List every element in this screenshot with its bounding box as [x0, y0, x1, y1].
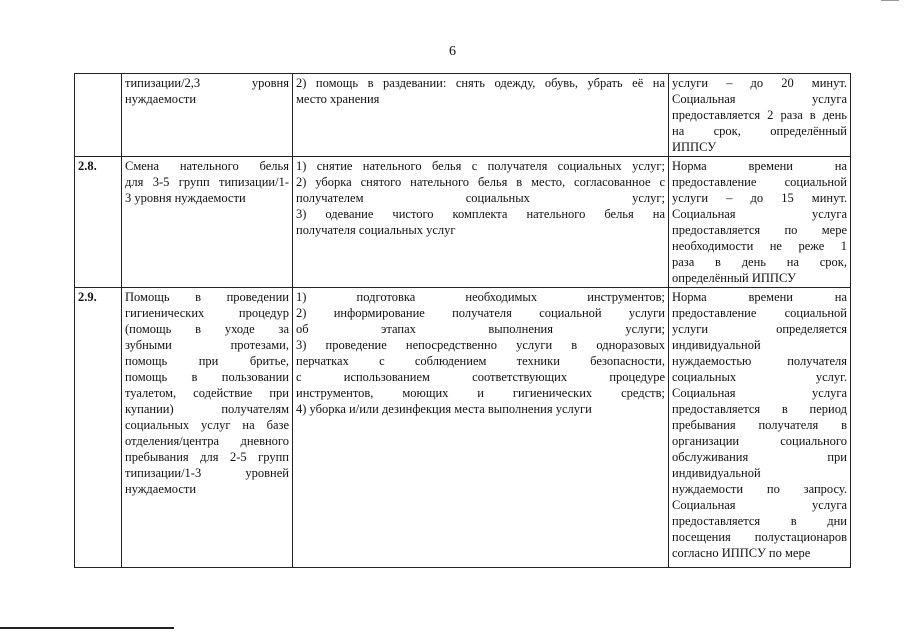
cell-text-line: пребывания для 2-5 групп	[125, 450, 289, 464]
cell-text-line: 3) проведение непосредственно услуги в одноразовых	[296, 338, 665, 352]
cell-text-line: индивидуальной	[672, 338, 761, 352]
cell-text-line: типизации/2,3 уровня	[125, 76, 289, 90]
cell-text-line: нуждаемости	[125, 92, 197, 106]
cell-text-line: 2) информирование получателя социальной услуги	[296, 306, 665, 320]
service-content-cell	[293, 288, 669, 568]
footnote-separator	[0, 627, 174, 629]
cell-text-line: организации социального	[672, 434, 847, 448]
cell-text-line: инструментов, моющих и гигиенических средств;	[296, 386, 665, 400]
cell-text-line: услуги – до 15 минут.	[672, 191, 847, 205]
service-content-cell	[293, 157, 669, 288]
table-row	[75, 288, 851, 568]
cell-text-line: раза в день на срок,	[672, 255, 847, 269]
cell-text-line: предоставляется по мере	[672, 223, 847, 237]
service-name-cell	[122, 288, 293, 568]
cell-text-line: предоставление социальной	[672, 175, 847, 189]
row-number: 2.8.	[75, 157, 122, 288]
cell-text-line: 1) снятие нательного белья с получателя социальных услуг;	[296, 159, 665, 173]
cell-text-line: место хранения	[296, 92, 380, 106]
cell-text-line: Норма времени на	[672, 159, 847, 173]
page-number: 6	[449, 44, 456, 59]
cell-text-line: для 3-5 групп типизации/1-	[125, 175, 289, 189]
table-row	[75, 157, 851, 288]
cell-text-line: Социальная услуга	[672, 498, 847, 512]
service-name-cell	[122, 74, 293, 157]
cell-text-line: обслуживания при	[672, 450, 847, 464]
cell-text-line: социальных услуг на базе	[125, 418, 289, 432]
scan-edge-mark	[881, 0, 899, 1]
cell-text-line: согласно ИППСУ по мере	[672, 546, 811, 560]
services-table	[74, 73, 851, 568]
service-name-cell	[122, 157, 293, 288]
cell-text-line: купании) получателям	[125, 402, 289, 416]
cell-text-line: пребывания получателя в	[672, 418, 847, 432]
cell-text-line: предоставляется 2 раза в день	[672, 108, 847, 122]
cell-text-line: 4) уборка и/или дезинфекция места выполнения услуги	[296, 402, 592, 416]
cell-text-line: услуги определяется	[672, 322, 847, 336]
cell-text-line: отделения/центра дневного	[125, 434, 289, 448]
cell-text-line: 3) одевание чистого комплекта нательного белья на	[296, 207, 665, 221]
cell-text-line: гигиенических процедур	[125, 306, 289, 320]
cell-text-line: получателем социальных услуг;	[296, 191, 665, 205]
cell-text-line: получателя социальных услуг	[296, 223, 456, 237]
cell-text-line: предоставляется в период	[672, 402, 847, 416]
row-number: 2.9.	[75, 288, 122, 568]
service-norm-cell	[669, 157, 851, 288]
cell-text-line: предоставление социальной	[672, 306, 847, 320]
cell-text-line: помощь в пользовании	[125, 370, 289, 384]
cell-text-line: определённый ИППСУ	[672, 271, 796, 285]
cell-text-line: на срок, определённый	[672, 124, 847, 138]
cell-text-line: 3 уровня нуждаемости	[125, 191, 246, 205]
row-number	[75, 74, 122, 157]
cell-text-line: Норма времени на	[672, 290, 847, 304]
cell-text-line: Социальная услуга	[672, 207, 847, 221]
services-table-body	[75, 74, 851, 568]
cell-text-line: услуги – до 20 минут.	[672, 76, 847, 90]
cell-text-line: посещения полустационаров	[672, 530, 847, 544]
service-norm-cell	[669, 74, 851, 157]
cell-text-line: Социальная услуга	[672, 386, 847, 400]
cell-text-line: предоставляется в дни	[672, 514, 847, 528]
service-content-cell	[293, 74, 669, 157]
cell-text-line: индивидуальной	[672, 466, 761, 480]
cell-text-line: Помощь в проведении	[125, 290, 289, 304]
cell-text-line: об этапах выполнения услуги;	[296, 322, 665, 336]
cell-text-line: нуждаемости по запросу.	[672, 482, 847, 496]
cell-text-line: (помощь в уходе за	[125, 322, 289, 336]
cell-text-line: необходимости не реже 1	[672, 239, 847, 253]
cell-text-line: Социальная услуга	[672, 92, 847, 106]
cell-text-line: помощь при бритье,	[125, 354, 289, 368]
cell-text-line: 1) подготовка необходимых инструментов;	[296, 290, 665, 304]
cell-text-line: перчатках с соблюдением техники безопасности,	[296, 354, 665, 368]
cell-text-line: нуждаемостью получателя	[672, 354, 847, 368]
cell-text-line: нуждаемости	[125, 482, 197, 496]
cell-text-line: с использованием соответствующих процедуре	[296, 370, 665, 384]
cell-text-line: социальных услуг.	[672, 370, 847, 384]
service-norm-cell	[669, 288, 851, 568]
cell-text-line: ИППСУ	[672, 140, 717, 154]
cell-text-line: 2) уборка снятого нательного белья в место, согласованное с	[296, 175, 665, 189]
cell-text-line: типизации/1-3 уровней	[125, 466, 289, 480]
cell-text-line: туалетом, содействие при	[125, 386, 289, 400]
cell-text-line: Смена нательного белья	[125, 159, 289, 173]
cell-text-line: зубными протезами,	[125, 338, 289, 352]
cell-text-line: 2) помощь в раздевании: снять одежду, обувь, убрать её на	[296, 76, 665, 90]
table-row	[75, 74, 851, 157]
